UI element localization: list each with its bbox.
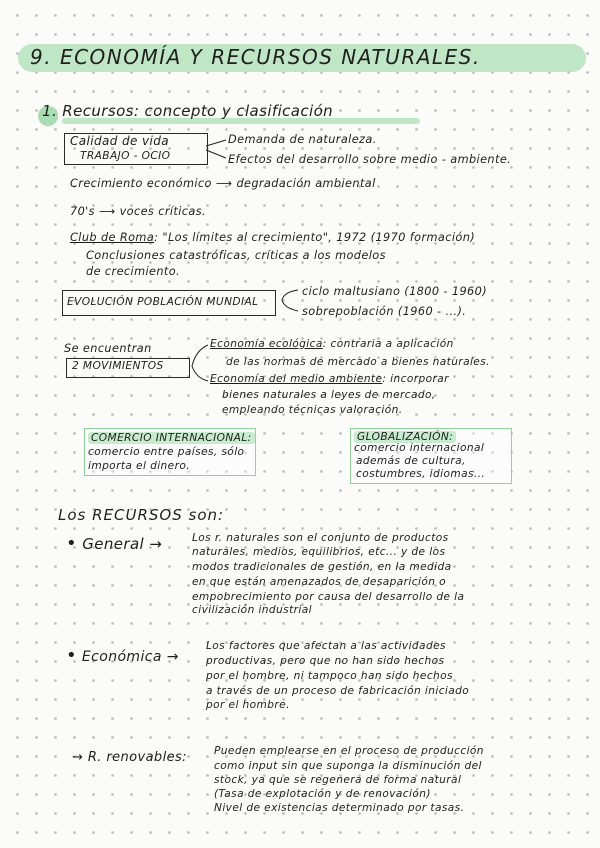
calidad-branch-1: Demanda de naturaleza. [228, 133, 377, 146]
general-line-3: modos tradicionales de gestión, en la medida [192, 561, 452, 573]
general-line-5: empobrecimiento por causa del desarrollo de la [192, 591, 465, 603]
eco-ambiente-line-2: bienes naturales a leyes de mercado, [222, 389, 436, 401]
renovables-line-3: stock, ya que se regenera de forma natural [214, 774, 462, 786]
club-text: : "Los límites al crecimiento", 1972 (1970 formación) [154, 231, 476, 244]
arrow-icon: ⟶ [215, 177, 233, 190]
setentas-left: 70's [70, 205, 95, 218]
club-name: Club de Roma [70, 231, 155, 244]
evolucion-branch-1: ciclo maltusiano (1800 - 1960) [302, 285, 488, 298]
comercio-line-1: comercio entre países, sólo [88, 446, 245, 458]
section-number: 1. [42, 102, 58, 120]
economica-line-1: Los factores que afectan a las actividades [206, 640, 446, 652]
evolucion-bracket [282, 290, 298, 311]
setentas-right: voces críticas. [119, 205, 206, 218]
bullet-icon: • [66, 533, 78, 554]
renovables-line-5: Nivel de existencias determinado por tasas. [214, 802, 465, 814]
globalizacion-label: GLOBALIZACIÓN: [354, 431, 456, 443]
economica-line-2: productivas, pero que no han sido hechos [206, 655, 445, 667]
eco-ambiente-text: : incorporar [382, 373, 449, 385]
evolucion-branch-2: sobrepoblación (1960 - ...). [302, 305, 467, 318]
globalizacion-line-1: comercio internacional [354, 442, 485, 454]
arrow-icon: ⟶ [98, 205, 116, 218]
recursos-heading: Los RECURSOS son: [58, 506, 225, 524]
movimientos-bracket [192, 345, 208, 381]
economica-line-4: a través de un proceso de fabricación iniciado [206, 685, 470, 697]
eco-ambiente-line-3: empleando técnicas valoración. [222, 404, 403, 416]
calidad-branch-arrow-1 [206, 140, 226, 146]
crecimiento-left: Crecimiento económico [70, 177, 212, 190]
economica-line-3: por el hombre, ni tampoco han sido hechos [206, 670, 453, 682]
section-title-text: Recursos: concepto y clasificación [62, 102, 334, 120]
arrow-icon: → [149, 535, 163, 553]
movimientos-intro: Se encuentran [64, 342, 152, 355]
general-label: General [82, 535, 145, 553]
eco-ecologica-text: : contraria a aplicación [322, 338, 454, 350]
club-line-3: de crecimiento. [86, 265, 181, 278]
comercio-label: COMERCIO INTERNACIONAL: [88, 432, 255, 444]
calidad-branch-arrow-2 [206, 150, 226, 158]
eco-ecologica-title: Economía ecológica [210, 338, 323, 350]
general-line-6: civilización industrial [192, 604, 312, 616]
general-line-2: naturales, medios, equilibrios, etc... y de los [192, 546, 446, 558]
renovables-line-2: como input sin que suponga la disminución del [214, 760, 482, 772]
renovables-label: R. renovables: [87, 750, 187, 765]
comercio-line-2: importa el dinero. [88, 460, 190, 472]
arrow-icon: → [166, 649, 179, 665]
globalizacion-line-3: costumbres, idiomas... [356, 468, 486, 480]
club-line-2: Conclusiones catastróficas, críticas a los modelos [86, 249, 386, 262]
calidad-branch-2: Efectos del desarrollo sobre medio - ambiente. [228, 153, 512, 166]
renovables-line-1: Pueden emplearse en el proceso de producción [214, 745, 484, 757]
evolucion-box-text: EVOLUCIÓN POBLACIÓN MUNDIAL [67, 296, 259, 308]
economica-label: Económica [81, 649, 162, 665]
eco-ecologica-line-2: de las normas de mercado a bienes naturales. [226, 356, 490, 368]
renovables-line-4: (Tasa de explotación y de renovación) [214, 788, 431, 800]
general-line-1: Los r. naturales son el conjunto de productos [192, 532, 449, 544]
calidad-box-line2: TRABAJO - OCIO [80, 150, 171, 162]
page-title: 9. ECONOMÍA Y RECURSOS NATURALES. [30, 45, 481, 69]
eco-ambiente-title: Economía del medio ambiente [210, 373, 383, 385]
bullet-icon: • [66, 645, 78, 666]
calidad-box-line1: Calidad de vida [70, 134, 170, 148]
arrow-icon: → [72, 750, 84, 765]
general-line-4: en que están amenazados de desaparición o [192, 576, 446, 588]
economica-line-5: por el hombre. [206, 699, 290, 711]
globalizacion-line-2: además de cultura, [356, 455, 466, 467]
movimientos-box-text: 2 MOVIMIENTOS [72, 360, 164, 372]
crecimiento-right: degradación ambiental [236, 177, 376, 190]
